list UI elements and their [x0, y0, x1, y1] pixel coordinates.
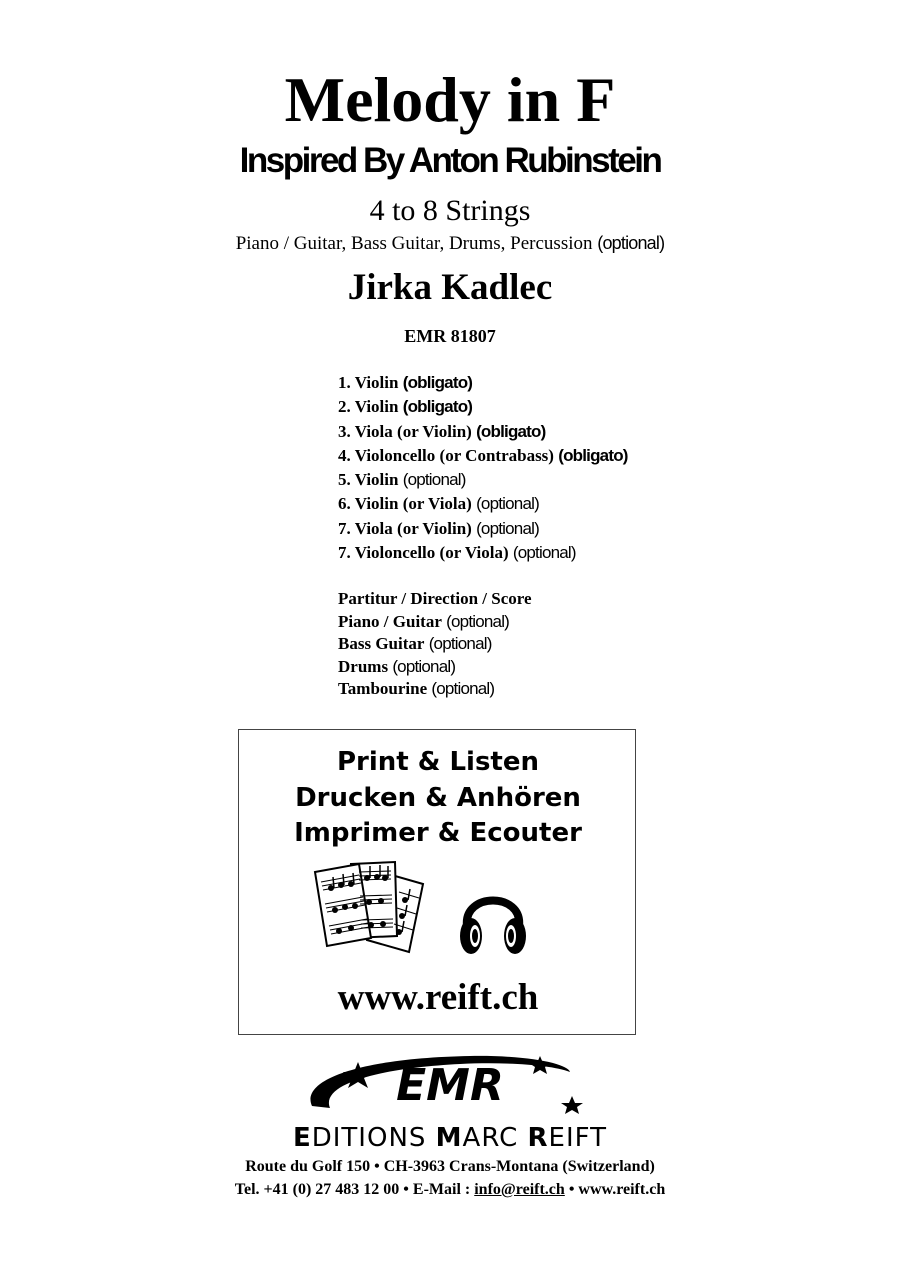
- part-name: 4. Violoncello (or Contrabass): [338, 445, 554, 465]
- extras-list: [338, 588, 532, 701]
- publisher-name-part: ARC: [462, 1123, 528, 1153]
- part-row: [338, 395, 628, 419]
- extra-note: (optional): [446, 611, 510, 631]
- publisher-name-part: E: [292, 1123, 312, 1153]
- headphones-icon: [457, 880, 529, 963]
- contact-suffix: • www.reift.ch: [564, 1181, 666, 1198]
- extra-name: Partitur / Direction / Score: [338, 589, 532, 608]
- part-note: (optional): [476, 494, 539, 514]
- part-row: [338, 420, 628, 444]
- promo-line-german: Drucken & Anhören: [295, 783, 581, 813]
- emr-logo: [300, 1050, 600, 1125]
- promo-line-english: Print & Listen: [336, 747, 540, 777]
- parts-list: [338, 371, 628, 565]
- part-row: [338, 541, 628, 565]
- sheet-music-icon: [311, 858, 441, 959]
- part-name: 7. Violoncello (or Viola): [338, 543, 509, 563]
- publisher-name-part: EIFT: [548, 1123, 608, 1153]
- extra-row: [338, 611, 532, 634]
- publisher-contact: [0, 1180, 900, 1200]
- part-row: [338, 444, 628, 468]
- publisher-name: [0, 1122, 900, 1154]
- publisher-name-part: R: [527, 1123, 549, 1153]
- part-note: (obligato): [476, 421, 546, 441]
- email-link[interactable]: info@reift.ch: [474, 1181, 565, 1198]
- extra-name: Drums: [338, 656, 389, 676]
- part-row: [338, 371, 628, 395]
- part-name: 7. Viola (or Violin): [338, 518, 472, 538]
- instrumentation-text: Piano / Guitar, Bass Guitar, Drums, Percussion: [235, 233, 593, 254]
- instrumentation-note: (optional): [597, 233, 665, 253]
- part-note: (optional): [402, 470, 466, 490]
- catalog-number: EMR 81807: [404, 326, 496, 346]
- part-row: [338, 517, 628, 541]
- part-name: 2. Violin: [338, 397, 399, 417]
- extra-note: (optional): [392, 656, 456, 676]
- part-note: (optional): [512, 543, 576, 563]
- part-name: 3. Viola (or Violin): [338, 421, 472, 441]
- part-note: (obligato): [402, 373, 473, 392]
- extra-name: Bass Guitar: [338, 634, 425, 654]
- publisher-name-part: DITIONS: [311, 1123, 436, 1153]
- part-note: (obligato): [402, 397, 473, 417]
- part-note: (optional): [476, 518, 539, 538]
- part-row: [338, 468, 628, 492]
- part-name: 5. Violin: [338, 470, 399, 490]
- extra-note: (optional): [428, 634, 492, 654]
- publisher-name-part: M: [435, 1123, 463, 1153]
- extra-row: [338, 678, 532, 701]
- extra-row: [338, 656, 532, 679]
- promo-line-french: Imprimer & Ecouter: [294, 818, 582, 848]
- page-title: Melody in F: [284, 64, 616, 135]
- ensemble-label: 4 to 8 Strings: [369, 194, 531, 227]
- part-row: [338, 492, 628, 516]
- part-note: (obligato): [558, 445, 628, 465]
- promo-url[interactable]: www.reift.ch: [337, 977, 539, 1018]
- print-listen-box: [238, 729, 636, 1035]
- page-subtitle: Inspired By Anton Rubinstein: [239, 141, 661, 180]
- contact-prefix: Tel. +41 (0) 27 483 12 00 • E-Mail :: [234, 1181, 475, 1198]
- extra-row: [338, 588, 532, 611]
- extra-row: [338, 633, 532, 656]
- part-name: 6. Violin (or Viola): [338, 494, 472, 514]
- publisher-address: Route du Golf 150 • CH-3963 Crans-Montana (Switzerland): [245, 1158, 655, 1175]
- extra-name: Piano / Guitar: [338, 611, 442, 631]
- instrumentation-line: [0, 232, 900, 255]
- extra-name: Tambourine: [338, 679, 428, 699]
- part-name: 1. Violin: [338, 373, 399, 392]
- composer-name: Jirka Kadlec: [347, 267, 553, 308]
- emr-logo-text: EMR: [396, 1060, 504, 1111]
- extra-note: (optional): [431, 679, 495, 699]
